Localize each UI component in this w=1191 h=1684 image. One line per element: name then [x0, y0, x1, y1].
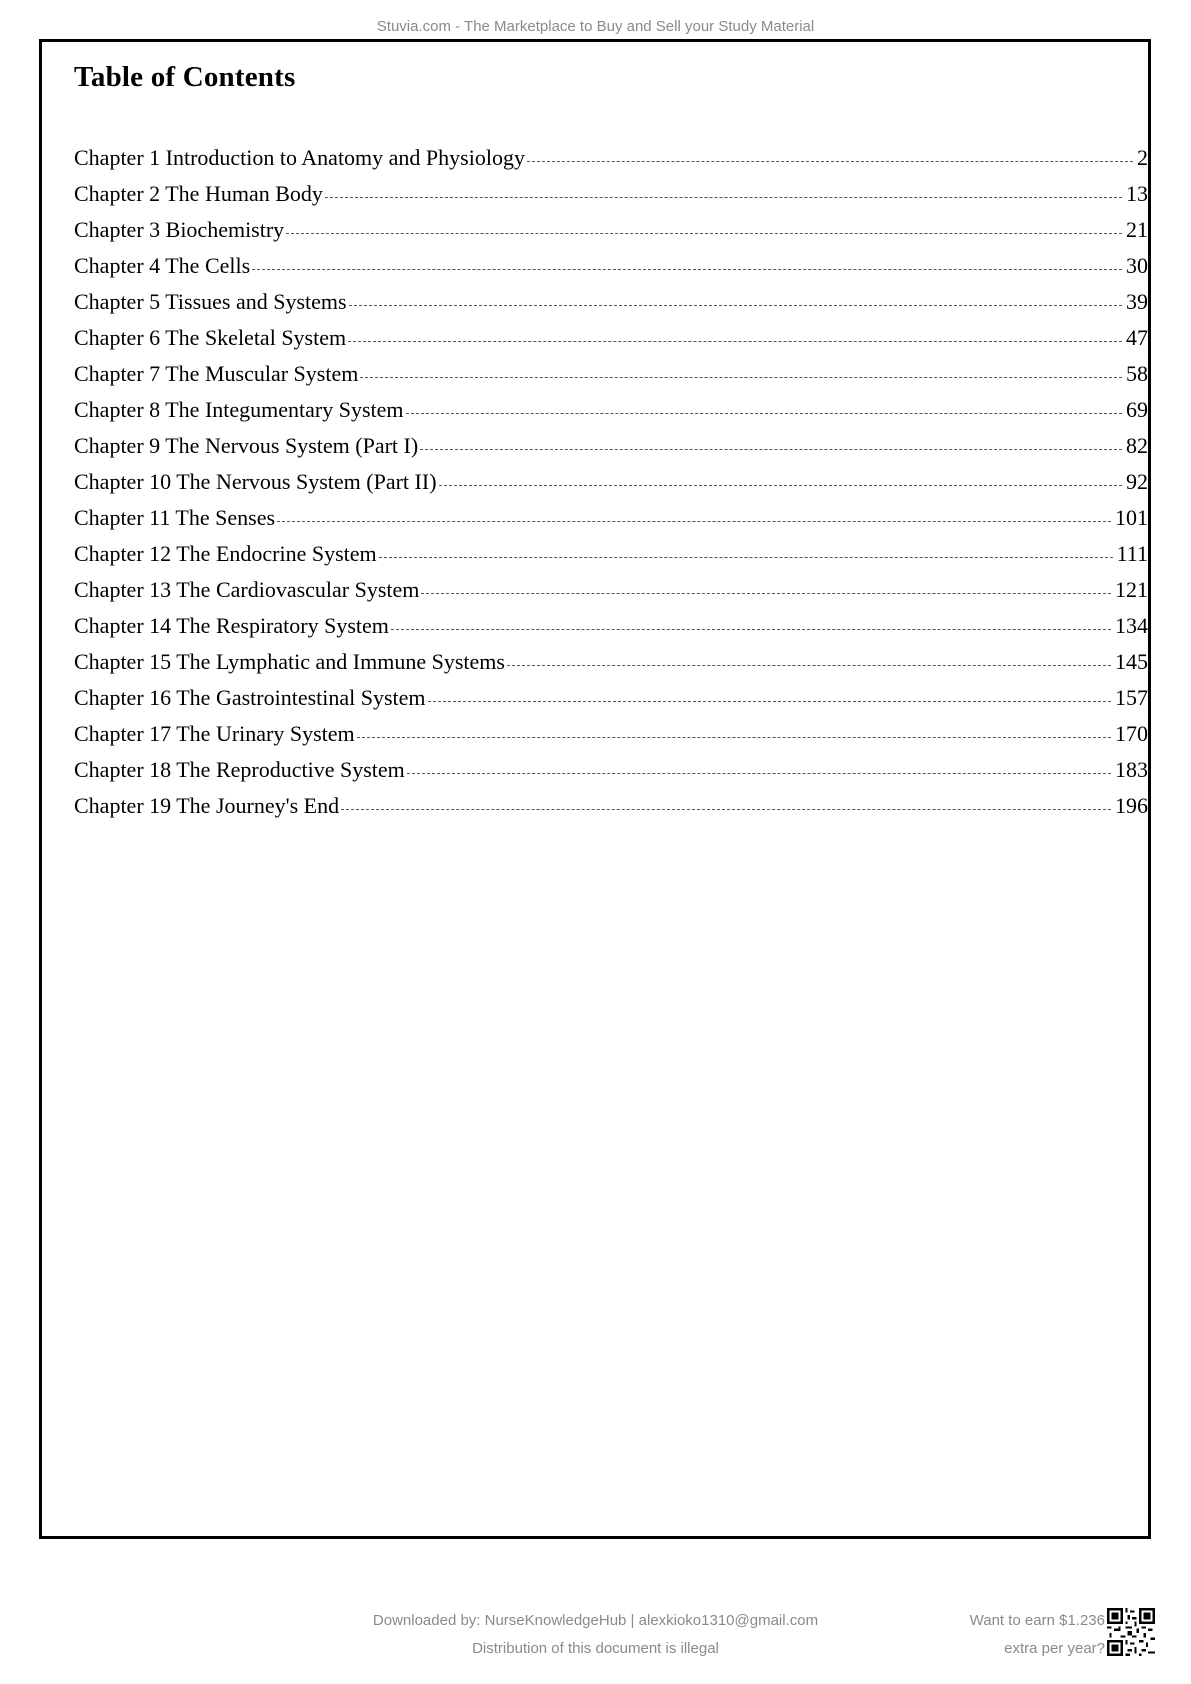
- toc-entry-label: Chapter 12 The Endocrine System: [74, 541, 377, 566]
- toc-entry-label: Chapter 15 The Lymphatic and Immune Systems: [74, 649, 505, 674]
- toc-entry-page-number: 134: [1115, 613, 1148, 638]
- toc-entry-page-number: 101: [1115, 505, 1148, 530]
- toc-entry-label: Chapter 10 The Nervous System (Part II): [74, 469, 437, 494]
- toc-entry-page-number: 145: [1115, 649, 1148, 674]
- toc-entry[interactable]: [74, 608, 1148, 644]
- toc-dot-leader: [252, 269, 1122, 270]
- toc-dot-leader: [341, 809, 1111, 810]
- toc-entry[interactable]: [74, 140, 1148, 176]
- toc-list: [74, 140, 1148, 824]
- toc-entry-label: Chapter 4 The Cells: [74, 253, 251, 278]
- toc-entry-label: Chapter 19 The Journey's End: [74, 793, 340, 818]
- toc-entry-page-number: 183: [1115, 757, 1148, 782]
- toc-dot-leader: [357, 737, 1111, 738]
- toc-dot-leader: [428, 701, 1111, 702]
- toc-entry[interactable]: [74, 716, 1148, 752]
- toc-dot-leader: [421, 593, 1111, 594]
- toc-entry[interactable]: [74, 284, 1148, 320]
- toc-entry-page-number: 2: [1137, 145, 1148, 170]
- earn-promo-line2[interactable]: extra per year?: [1004, 1640, 1105, 1657]
- toc-entry[interactable]: [74, 572, 1148, 608]
- toc-entry-page-number: 92: [1126, 469, 1148, 494]
- toc-dot-leader: [349, 305, 1122, 306]
- toc-entry[interactable]: [74, 536, 1148, 572]
- toc-entry-label: Chapter 5 Tissues and Systems: [74, 289, 347, 314]
- toc-entry-page-number: 82: [1126, 433, 1148, 458]
- toc-entry[interactable]: [74, 464, 1148, 500]
- toc-entry-label: Chapter 3 Biochemistry: [74, 217, 285, 242]
- toc-entry-label: Chapter 17 The Urinary System: [74, 721, 355, 746]
- toc-dot-leader: [507, 665, 1111, 666]
- toc-entry[interactable]: [74, 644, 1148, 680]
- toc-entry-page-number: 196: [1115, 793, 1148, 818]
- earn-promo-line1[interactable]: Want to earn $1.236: [969, 1612, 1105, 1629]
- toc-entry-label: Chapter 11 The Senses: [74, 505, 276, 530]
- toc-dot-leader: [379, 557, 1113, 558]
- toc-dot-leader: [286, 233, 1122, 234]
- toc-entry[interactable]: [74, 392, 1148, 428]
- toc-entry-label: Chapter 1 Introduction to Anatomy and Physiology: [74, 145, 525, 170]
- toc-entry-label: Chapter 16 The Gastrointestinal System: [74, 685, 426, 710]
- toc-entry-page-number: 47: [1126, 325, 1148, 350]
- toc-entry[interactable]: [74, 212, 1148, 248]
- toc-entry[interactable]: [74, 680, 1148, 716]
- distribution-notice: Distribution of this document is illegal: [472, 1640, 719, 1657]
- downloaded-by-text: Downloaded by: NurseKnowledgeHub | alexkioko1310@gmail.com: [372, 1612, 819, 1629]
- toc-entry-page-number: 69: [1126, 397, 1148, 422]
- toc-dot-leader: [406, 413, 1122, 414]
- toc-dot-leader: [391, 629, 1111, 630]
- toc-dot-leader: [527, 161, 1133, 162]
- toc-dot-leader: [325, 197, 1122, 198]
- toc-entry[interactable]: [74, 248, 1148, 284]
- toc-entry[interactable]: [74, 788, 1148, 824]
- toc-entry[interactable]: [74, 320, 1148, 356]
- toc-entry[interactable]: [74, 428, 1148, 464]
- toc-dot-leader: [439, 485, 1122, 486]
- toc-entry-label: Chapter 9 The Nervous System (Part I): [74, 433, 419, 458]
- toc-entry[interactable]: [74, 356, 1148, 392]
- toc-entry-label: Chapter 14 The Respiratory System: [74, 613, 389, 638]
- toc-entry-page-number: 170: [1115, 721, 1148, 746]
- toc-dot-leader: [348, 341, 1122, 342]
- toc-entry-label: Chapter 7 The Muscular System: [74, 361, 359, 386]
- toc-entry-label: Chapter 13 The Cardiovascular System: [74, 577, 420, 602]
- toc-entry-page-number: 121: [1115, 577, 1148, 602]
- toc-dot-leader: [407, 773, 1111, 774]
- toc-entry-page-number: 21: [1126, 217, 1148, 242]
- qr-code-icon[interactable]: [1107, 1608, 1155, 1656]
- toc-entry-page-number: 157: [1115, 685, 1148, 710]
- toc-entry-page-number: 30: [1126, 253, 1148, 278]
- toc-entry-label: Chapter 6 The Skeletal System: [74, 325, 347, 350]
- stuvia-header-banner: Stuvia.com - The Marketplace to Buy and Sell your Study Material: [376, 18, 815, 35]
- toc-entry-page-number: 58: [1126, 361, 1148, 386]
- toc-entry-label: Chapter 2 The Human Body: [74, 181, 323, 206]
- toc-entry-label: Chapter 8 The Integumentary System: [74, 397, 404, 422]
- toc-dot-leader: [360, 377, 1122, 378]
- toc-entry[interactable]: [74, 500, 1148, 536]
- toc-dot-leader: [420, 449, 1122, 450]
- toc-dot-leader: [277, 521, 1111, 522]
- toc-entry[interactable]: [74, 752, 1148, 788]
- page-frame: [39, 39, 1151, 1539]
- toc-entry-page-number: 39: [1126, 289, 1148, 314]
- toc-entry-page-number: 13: [1126, 181, 1148, 206]
- toc-title: Table of Contents: [74, 61, 296, 93]
- toc-entry[interactable]: [74, 176, 1148, 212]
- toc-entry-label: Chapter 18 The Reproductive System: [74, 757, 405, 782]
- toc-entry-page-number: 111: [1116, 541, 1148, 566]
